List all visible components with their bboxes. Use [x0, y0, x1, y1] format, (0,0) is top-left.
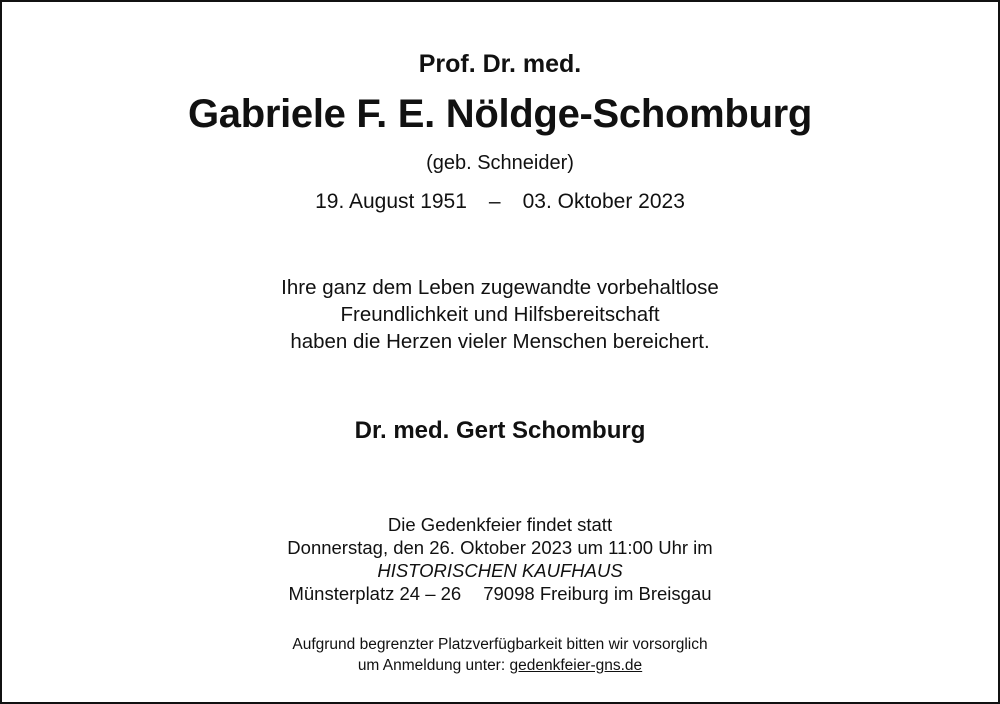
academic-title: Prof. Dr. med. [418, 50, 582, 78]
ceremony-venue: HISTORISCHEN KAUFHAUS [377, 560, 623, 581]
mourner-name: Dr. med. Gert Schomburg [354, 417, 646, 444]
maiden-name: (geb. Schneider) [426, 152, 574, 174]
date-dash: – [488, 190, 501, 213]
deceased-name: Gabriele F. E. Nöldge-Schomburg [187, 92, 813, 136]
ceremony-intro: Die Gedenkfeier findet statt [387, 514, 613, 535]
memorial-quote [2, 274, 998, 355]
quote-line: Freundlichkeit und Hilfsbereitschaft [340, 303, 660, 326]
ceremony-street: Münsterplatz 24 – 26 [288, 583, 462, 604]
registration-notice [2, 634, 998, 676]
ceremony-address [2, 582, 998, 605]
ceremony-city: 79098 Freiburg im Breisgau [483, 583, 712, 604]
registration-link[interactable]: gedenkfeier-gns.de [509, 657, 643, 674]
birth-date: 19. August 1951 [315, 190, 467, 213]
notice-line: Aufgrund begrenzter Platzverfügbarkeit bitten wir vorsorglich [292, 636, 708, 653]
ceremony-datetime: Donnerstag, den 26. Oktober 2023 um 11:00 Uhr im [287, 537, 713, 558]
quote-line: haben die Herzen vieler Menschen bereichert. [290, 330, 710, 353]
death-date: 03. Oktober 2023 [522, 190, 685, 213]
notice-prefix: um Anmeldung unter: [357, 657, 506, 674]
quote-line: Ihre ganz dem Leben zugewandte vorbehaltlose [281, 276, 719, 299]
notice-line-registration [2, 655, 998, 676]
ceremony-details [2, 513, 998, 605]
life-dates [2, 190, 998, 214]
